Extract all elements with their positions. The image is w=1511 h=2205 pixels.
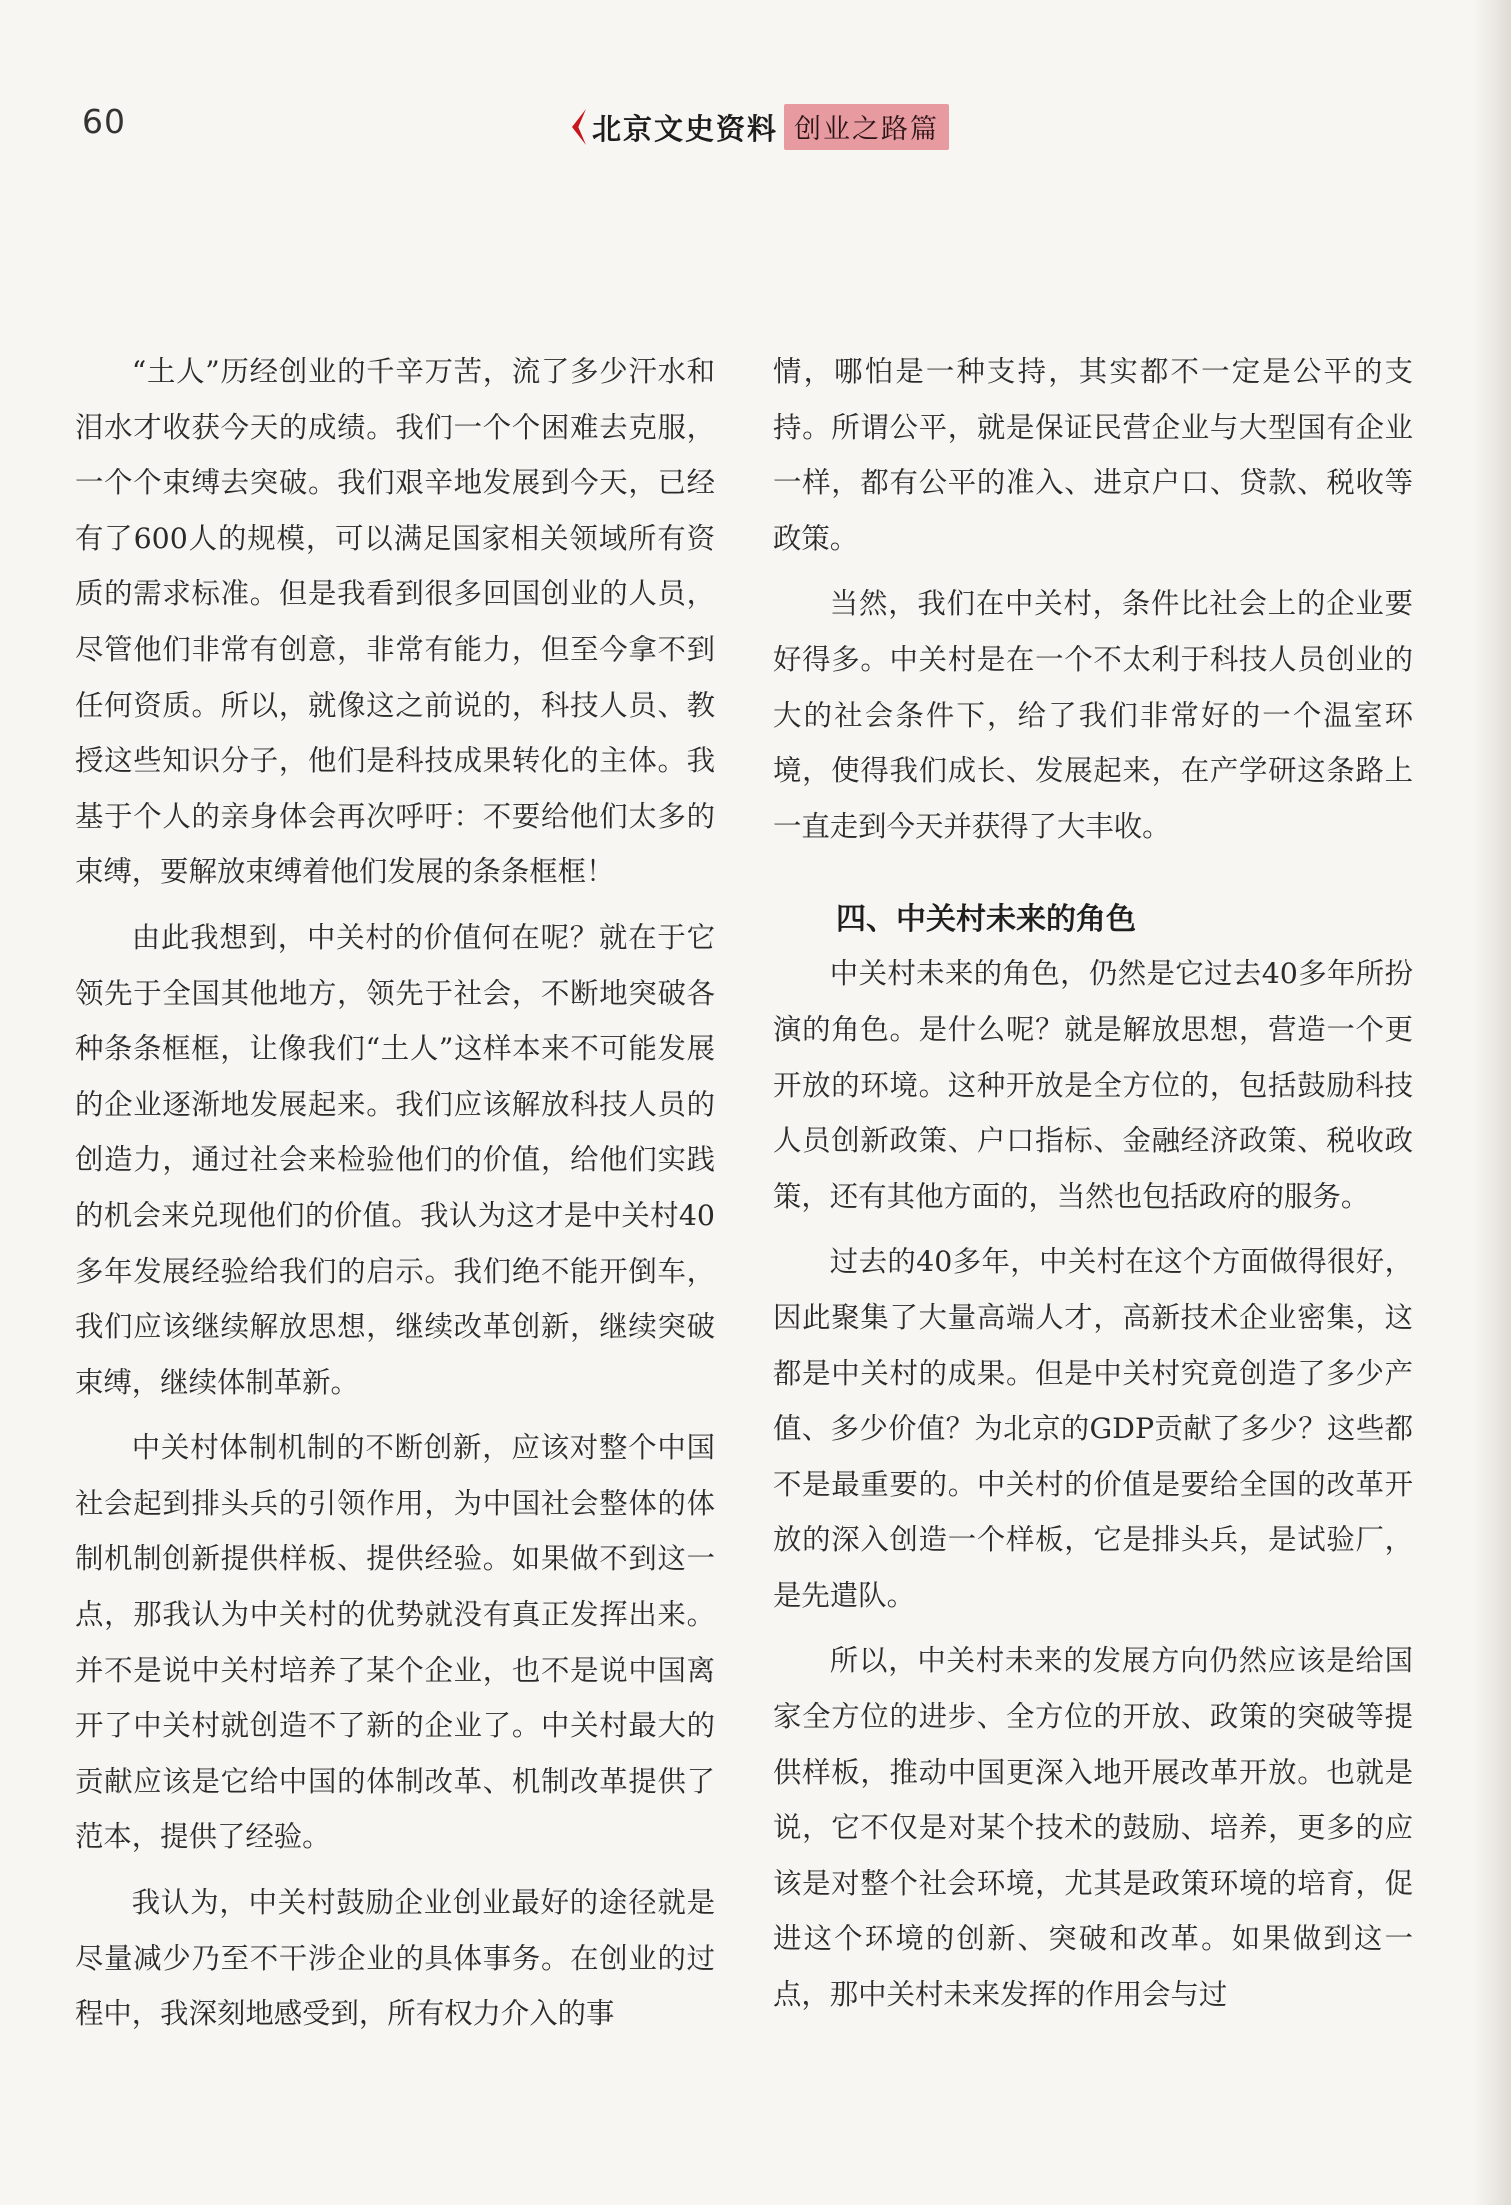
paragraph: 所以，中关村未来的发展方向仍然应该是给国家全方位的进步、全方位的开放、政策的突破等提供样板，推动中国更深入地开展改革开放。也就是说，它不仅是对某个技术的鼓励、培养，更多的应该是对整个社会环境，尤其是政策环境的培育，促进这个环境的创新、突破和改革。如果做到这一点，那中关村未来发挥的作用会与过 [773,1644,1413,2012]
paragraph: 中关村未来的角色，仍然是它过去40多年所扮演的角色。是什么呢？就是解放思想，营造一个更开放的环境。这种开放是全方位的，包括鼓励科技人员创新政策、户口指标、金融经济政策、税收政策，还有其他方面的，当然也包括政府的服务。 [773,957,1413,1213]
paragraph: 中关村体制机制的不断创新，应该对整个中国社会起到排头兵的引领作用，为中国社会整体的体制机制创新提供样板、提供经验。如果做不到这一点，那我认为中关村的优势就没有真正发挥出来。并不是说中关村培养了某个企业，也不是说中国离开了中关村就创造不了新的企业了。中关村最大的贡献应该是它给中国的体制改革、机制改革提供了范本，提供了经验。 [75,1431,715,1854]
paragraph: 我认为，中关村鼓励企业创业最好的途径就是尽量减少乃至不干涉企业的具体事务。在创业的过程中，我深刻地感受到，所有权力介入的事 [75,1886,715,2031]
header-bracket-mark [572,109,586,145]
left-column [75,344,715,2042]
paragraph: “土人”历经创业的千辛万苦，流了多少汗水和泪水才收获今天的成绩。我们一个个困难去克服，一个个束缚去突破。我们艰辛地发展到今天，已经有了600人的规模，可以满足国家相关领域所有资质的需求标准。但是我看到很多回国创业的人员，尽管他们非常有创意，非常有能力，但至今拿不到任何资质。所以，就像这之前说的，科技人员、教授这些知识分子，他们是科技成果转化的主体。我基于个人的亲身体会再次呼吁：不要给他们太多的束缚，要解放束缚着他们发展的条条框框！ [75,355,715,889]
page-edge-shadow [1473,0,1511,2205]
running-header [572,103,949,151]
section-label: 创业之路篇 [784,104,949,150]
paragraph: 当然，我们在中关村，条件比社会上的企业要好得多。中关村是在一个不太利于科技人员创业的大的社会条件下，给了我们非常好的一个温室环境，使得我们成长、发展起来，在产学研这条路上一直走到今天并获得了大丰收。 [773,587,1413,843]
paragraph: 由此我想到，中关村的价值何在呢？就在于它领先于全国其他地方，领先于社会，不断地突破各种条条框框，让像我们“土人”这样本来不可能发展的企业逐渐地发展起来。我们应该解放科技人员的创造力，通过社会来检验他们的价值，给他们实践的机会来兑现他们的价值。我认为这才是中关村40多年发展经验给我们的启示。我们绝不能开倒车，我们应该继续解放思想，继续改革创新，继续突破束缚，继续体制革新。 [75,920,715,1399]
paragraph: 过去的40多年，中关村在这个方面做得很好，因此聚集了大量高端人才，高新技术企业密集，这都是中关村的成果。但是中关村究竟创造了多少产值、多少价值？为北京的GDP贡献了多少？这些都不是最重要的。中关村的价值是要给全国的改革开放的深入创造一个样板，它是排头兵，是试验厂，是先遣队。 [773,1245,1413,1612]
page-number: 60 [82,102,126,141]
paragraph-continuation: 情，哪怕是一种支持，其实都不一定是公平的支持。所谓公平，就是保证民营企业与大型国有企业一样，都有公平的准入、进京户口、贷款、税收等政策。 [773,355,1413,555]
section-heading: 四、中关村未来的角色 [836,902,1136,938]
journal-title: 北京文史资料 [592,111,779,146]
right-column [773,344,1413,2023]
